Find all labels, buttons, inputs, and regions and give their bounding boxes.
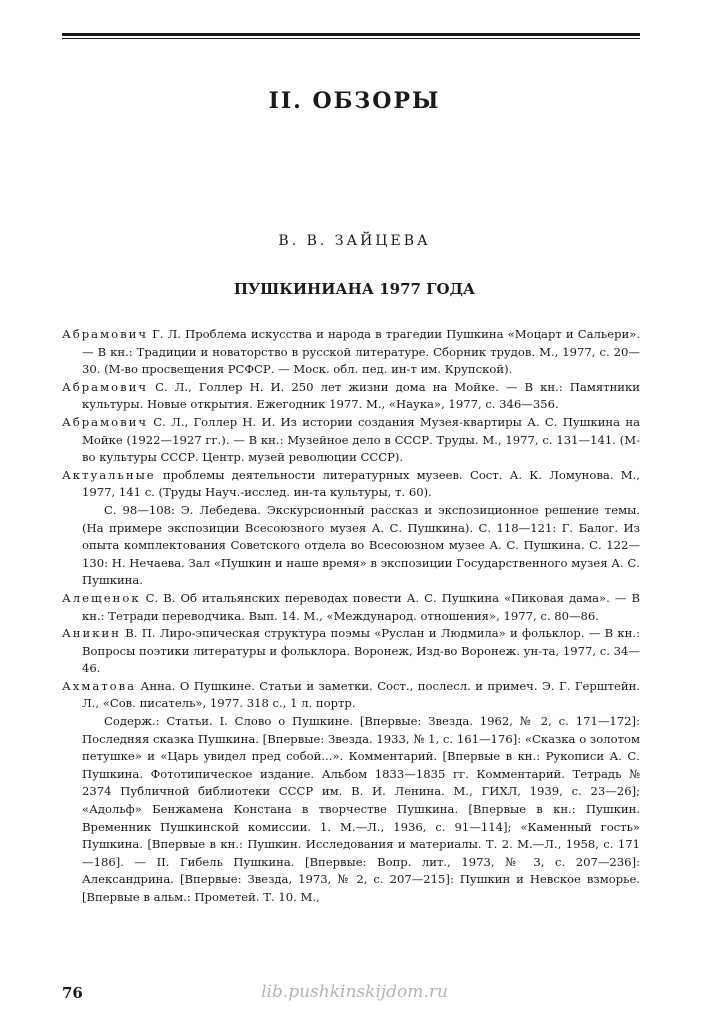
bibliography-entry (62, 678, 640, 713)
entry-text: С. 98—108: Э. Лебедева. Экскурсионный рассказ и экспозиционное решение темы. (На примере экспозиции Всесоюзного музея А. С. Пушкина). С. 118—121: Г. Балог. Из опыта комплектования Советского отдела во Всесоюзном музее А. С. Пушкина. С. 122—130: Н. Нечаева. Зал «Пушкин и наше время» в экспозиции Государственного музея А. С. Пушкина. (82, 502, 640, 588)
entry-author: Актуальные (62, 467, 156, 482)
entry-author: Аникин (62, 626, 121, 641)
entry-author: Абрамович (62, 327, 149, 341)
bibliography-subentry (62, 502, 640, 590)
top-rule (62, 33, 640, 36)
section-title: II. ОБЗОРЫ (268, 88, 441, 114)
article-title: ПУШКИНИАНА 1977 ГОДА (233, 280, 476, 298)
page-number: 76 (62, 984, 83, 1002)
bibliography-entry (62, 326, 640, 379)
entry-text: С. Л., Голлер Н. И. Из истории создания Музея-квартиры А. С. Пушкина на Мойке (1922—1927 гг.). — В кн.: Музейное дело в СССР. Труды. М., 1977, с. 131—141. (М-во культуры СССР. Центр. музей революции СССР). (82, 414, 640, 465)
entry-author: Ахматова (62, 678, 137, 693)
entry-text: Г. Л. Проблема искусства и народа в трагедии Пушкина «Моцарт и Сальери». — В кн.: Традиции и новаторство в русской литературе. Сборник трудов. М., 1977, с. 20—30. (М-во просвещения РСФСР. — Моск. обл. пед. ин-т им. Крупской). (82, 327, 640, 377)
bibliography-entry (62, 379, 640, 414)
entry-text: В. П. Лиро-эпическая структура поэмы «Руслан и Людмила» и фольклор. — В кн.: Вопросы поэтики литературы и фольклора. Воронеж, Изд-во Воронеж. ун-та, 1977, с. 34—46. (82, 626, 640, 676)
entry-text: С. В. Об итальянских переводах повести А. С. Пушкина «Пиковая дама». — В кн.: Тетради переводчика. Вып. 14. М., «Международ. отношения», 1977, с. 80—86. (82, 590, 640, 623)
watermark: lib.pushkinskijdom.ru (261, 982, 448, 1002)
bibliography-entry (62, 414, 640, 467)
entry-author: Алещенок (62, 590, 141, 605)
bibliography-list (62, 326, 640, 907)
top-rule-thin (62, 38, 640, 39)
entry-author: Абрамович (62, 379, 149, 394)
entry-text: С. Л., Голлер Н. И. 250 лет жизни дома на Мойке. — В кн.: Памятники культуры. Новые открытия. Ежегодник 1977. М., «Наука», 1977, с. 346—356. (82, 379, 640, 412)
article-author: В. В. ЗАЙЦЕВА (278, 233, 431, 249)
entry-text: Содерж.: Статьи. I. Слово о Пушкине. [Впервые: Звезда. 1962, № 2, с. 171—172]: Последняя сказка Пушкина. [Впервые: Звезда. 1933, № 1, с. 161—176]: «Сказка о золотом петушке» и «Царь увидел пред собой...». Комментарий. [Впервые в кн.: Рукописи А. С. Пушкина. Фототипическое издание. Альбом 1833—1835 гг. Комментарий. Тетрадь № 2374 Публичной библиотеки СССР им. В. И. Ленина. М., ГИХЛ, 1939, с. 23—26]; «Адольф» Бенжамена Констана в творчестве Пушкина. [Впервые в кн.: Пушкин. Временник Пушкинской комиссии. 1. М.—Л., 1936, с. 91—114]; «Каменный гость» Пушкина. [Впервые в кн.: Пушкин. Исследования и материалы. Т. 2. М.—Л., 1958, с. 171—186]. — II. Гибель Пушкина. [Впервые: Вопр. лит., 1973, № 3, с. 207—236]: Александрина. [Впервые: Звезда, 1973, № 2, с. 207—215]: Пушкин и Невское взморье. [Впервые в альм.: Прометей. Т. 10. М., (82, 714, 640, 904)
bibliography-contents (62, 713, 640, 907)
entry-author: Абрамович (62, 414, 149, 429)
entry-text: проблемы деятельности литературных музеев. Сост. А. К. Ломунова. М., 1977, 141 с. (Труды Науч.-исслед. ин-та культуры, т. 60). (82, 467, 640, 500)
entry-text: Анна. О Пушкине. Статьи и заметки. Сост., послесл. и примеч. Э. Г. Герштейн. Л., «Сов. писатель», 1977. 318 с., 1 л. портр. (82, 678, 640, 711)
bibliography-entry (62, 625, 640, 678)
bibliography-entry (62, 467, 640, 502)
bibliography-entry (62, 590, 640, 625)
